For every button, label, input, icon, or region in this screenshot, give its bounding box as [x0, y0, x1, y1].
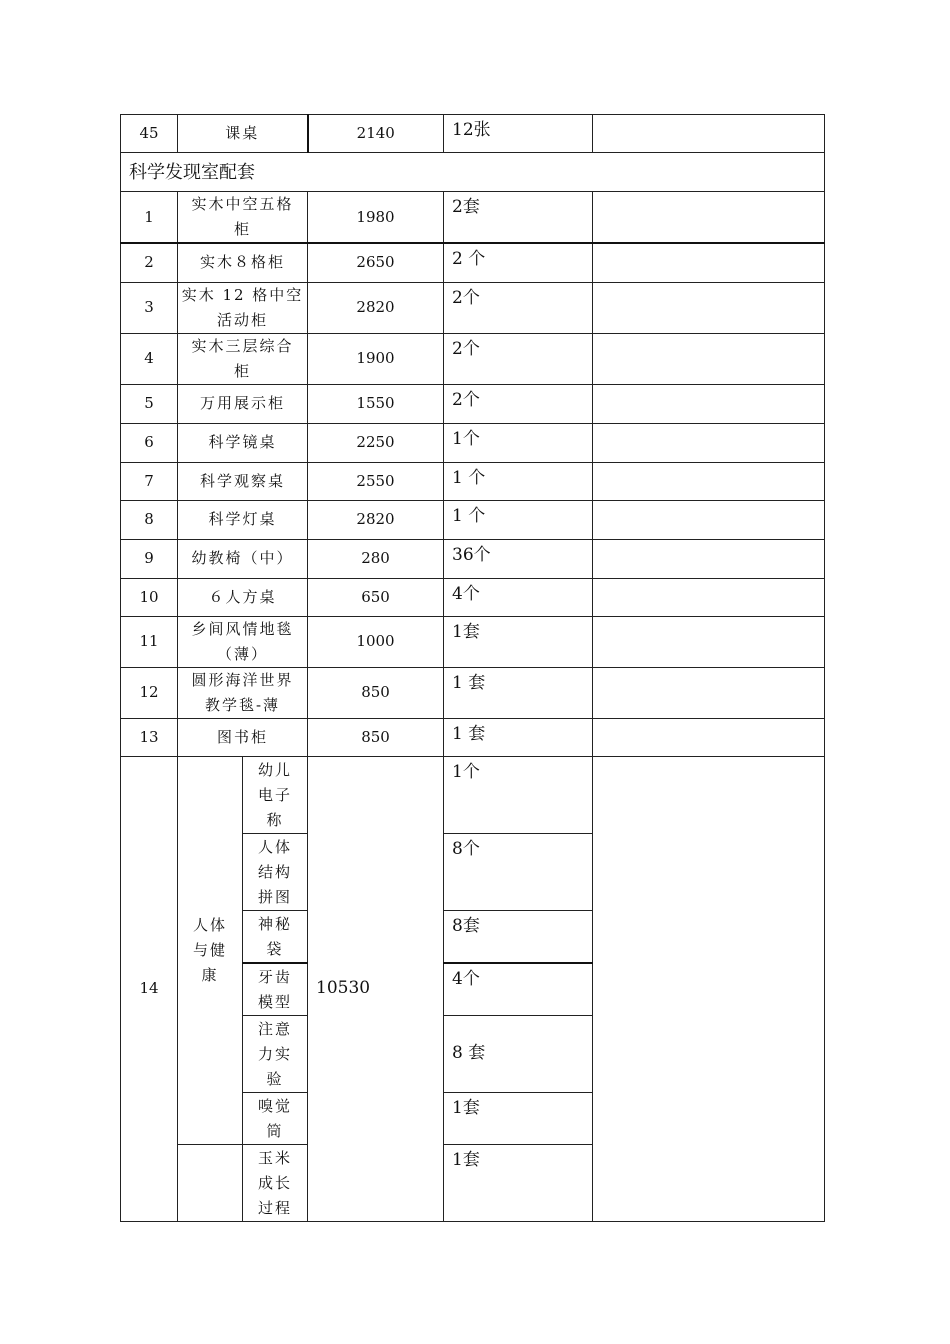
table-row [121, 718, 825, 756]
table-row [121, 667, 825, 718]
item-quantity: 12张 [444, 115, 593, 153]
item-quantity: 1套 [444, 1144, 593, 1221]
row-number: 11 [121, 616, 178, 667]
table-row [121, 423, 825, 462]
item-price: 2820 [308, 500, 444, 539]
remarks-cell [593, 333, 825, 384]
item-quantity: 1 套 [444, 667, 593, 718]
item-name: 实木 12 格中空 活动柜 [178, 282, 308, 333]
category-empty-cell [178, 1144, 243, 1221]
remarks-cell [593, 462, 825, 500]
section-title: 科学发现室配套 [121, 153, 825, 192]
table-row [121, 462, 825, 500]
item-price: 850 [308, 718, 444, 756]
row-number: 13 [121, 718, 178, 756]
item-price: 2650 [308, 243, 444, 282]
table-row [121, 500, 825, 539]
remarks-cell [593, 539, 825, 578]
table-row [121, 578, 825, 616]
item-price: 1000 [308, 616, 444, 667]
table-row [121, 539, 825, 578]
remarks-cell [593, 115, 825, 153]
item-price: 280 [308, 539, 444, 578]
table-row [121, 243, 825, 282]
item-name: 科学灯桌 [178, 500, 308, 539]
item-quantity: 2套 [444, 192, 593, 244]
section-row [121, 153, 825, 192]
row-number: 45 [121, 115, 178, 153]
row-number: 14 [121, 756, 178, 1221]
item-price: 1550 [308, 384, 444, 423]
item-quantity: 2个 [444, 384, 593, 423]
item-name: 实木三层综合 柜 [178, 333, 308, 384]
item-name: 科学镜桌 [178, 423, 308, 462]
remarks-cell [593, 667, 825, 718]
row-number: 8 [121, 500, 178, 539]
item-quantity: 8套 [444, 910, 593, 963]
remarks-cell [593, 718, 825, 756]
item-name: 实木中空五格 柜 [178, 192, 308, 244]
item-quantity: 1 个 [444, 462, 593, 500]
item-name: 科学观察桌 [178, 462, 308, 500]
item-quantity: 4个 [444, 963, 593, 1016]
item-name: ６人方桌 [178, 578, 308, 616]
item-name: 实木８格柜 [178, 243, 308, 282]
group-item-row [121, 756, 825, 833]
row-number: 4 [121, 333, 178, 384]
row-number: 2 [121, 243, 178, 282]
remarks-cell [593, 282, 825, 333]
item-name: 万用展示柜 [178, 384, 308, 423]
group-item-name: 神秘 袋 [243, 910, 308, 963]
item-quantity: 1个 [444, 423, 593, 462]
item-quantity: 1 套 [444, 718, 593, 756]
group-item-name: 幼儿 电子 称 [243, 756, 308, 833]
item-quantity: 1个 [444, 756, 593, 833]
remarks-cell [593, 616, 825, 667]
item-name: 图书柜 [178, 718, 308, 756]
row-number: 7 [121, 462, 178, 500]
item-name: 课桌 [178, 115, 308, 153]
item-name: 圆形海洋世界 教学毯-薄 [178, 667, 308, 718]
remarks-cell [593, 500, 825, 539]
item-name: 幼教椅（中） [178, 539, 308, 578]
table-row [121, 384, 825, 423]
item-price: 2820 [308, 282, 444, 333]
item-quantity: 1套 [444, 616, 593, 667]
category-label: 人体 与健 康 [178, 756, 243, 1144]
remarks-cell [593, 423, 825, 462]
item-price: 850 [308, 667, 444, 718]
row-number: 10 [121, 578, 178, 616]
group-item-name: 玉米 成长 过程 [243, 1144, 308, 1221]
item-quantity: 2 个 [444, 243, 593, 282]
item-price: 1980 [308, 192, 444, 244]
remarks-cell [593, 578, 825, 616]
item-quantity: 1套 [444, 1092, 593, 1144]
group-item-name: 注意 力实 验 [243, 1015, 308, 1092]
equipment-table-container [120, 114, 824, 1222]
item-name: 乡间风情地毯 （薄） [178, 616, 308, 667]
table-row [121, 282, 825, 333]
item-quantity: 2个 [444, 333, 593, 384]
item-price: 2550 [308, 462, 444, 500]
item-quantity: 36个 [444, 539, 593, 578]
item-price: 2140 [308, 115, 444, 153]
group-item-name: 人体 结构 拼图 [243, 833, 308, 910]
equipment-table [120, 114, 825, 1222]
remarks-cell [593, 384, 825, 423]
table-row [121, 115, 825, 153]
item-price: 650 [308, 578, 444, 616]
remarks-cell [593, 243, 825, 282]
table-row [121, 192, 825, 244]
row-number: 12 [121, 667, 178, 718]
item-price: 2250 [308, 423, 444, 462]
item-quantity: 4个 [444, 578, 593, 616]
group-item-name: 嗅觉 筒 [243, 1092, 308, 1144]
item-price: 1900 [308, 333, 444, 384]
group-item-name: 牙齿 模型 [243, 963, 308, 1016]
item-quantity: 8 套 [444, 1015, 593, 1092]
group-total-price: 10530 [308, 756, 444, 1221]
table-row [121, 616, 825, 667]
row-number: 6 [121, 423, 178, 462]
row-number: 5 [121, 384, 178, 423]
item-quantity: 1 个 [444, 500, 593, 539]
row-number: 9 [121, 539, 178, 578]
remarks-cell [593, 756, 825, 1221]
table-row [121, 333, 825, 384]
row-number: 3 [121, 282, 178, 333]
item-quantity: 8个 [444, 833, 593, 910]
remarks-cell [593, 192, 825, 244]
row-number: 1 [121, 192, 178, 244]
item-quantity: 2个 [444, 282, 593, 333]
